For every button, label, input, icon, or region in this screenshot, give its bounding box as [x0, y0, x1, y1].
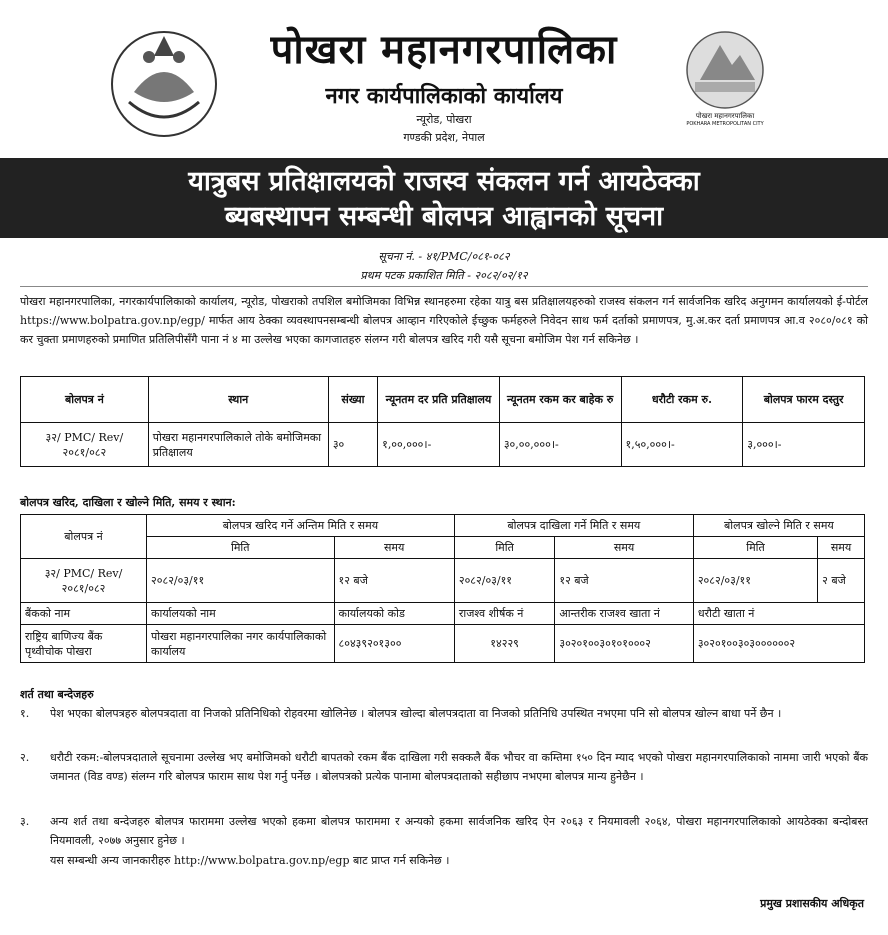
condition-item-3 — [20, 812, 868, 850]
cell-count: ३० — [328, 423, 377, 467]
th-bolpatra-no: बोलपत्र नं — [21, 377, 149, 423]
th-opening-group: बोलपत्र खोल्ने मिति र समय — [693, 515, 864, 537]
th-internal-revenue-account: आन्तरीक राजश्व खाता नं — [555, 603, 693, 625]
logo-caption: पोखरा महानगरपालिका — [695, 112, 755, 120]
condition-number: १. — [20, 707, 30, 720]
th-form-fee: बोलपत्र फारम दस्तुर — [743, 377, 865, 423]
section-title: बोलपत्र खरिद, दाखिला र खोल्ने मिति, समय र स्थान: — [20, 496, 236, 509]
notice-published-date: प्रथम पटक प्रकाशित मिति - २०८२/०२/१२ — [360, 269, 528, 282]
cell-open-time: २ बजे — [818, 559, 865, 603]
cell-submit-time: १२ बजे — [555, 559, 693, 603]
th-min-amount: न्यूनतम रकम कर बाहेक रु — [499, 377, 621, 423]
cell-bolpatra-no: ३२/ PMC/ Rev/२०८१/०८२ — [21, 423, 149, 467]
cell-deposit: १,५०,०००।- — [621, 423, 743, 467]
th-location: स्थान — [148, 377, 328, 423]
address-line-2: गण्डकी प्रदेश, नेपाल — [403, 131, 485, 144]
cell-office-name: पोखरा महानगरपालिका नगर कार्यपालिकाको कार्यालय — [147, 625, 334, 663]
condition-item-1 — [20, 704, 868, 723]
page-title: पोखरा महानगरपालिका — [270, 27, 618, 73]
table-row — [21, 625, 865, 663]
divider — [20, 286, 868, 287]
th-revenue-head: राजश्व शीर्षक नं — [454, 603, 554, 625]
conditions-footer-note — [20, 851, 868, 870]
notice-number: सूचना नं. - ४१/PMC/०८१-०८२ — [378, 250, 510, 263]
th-office-name: कार्यालयको नाम — [147, 603, 334, 625]
th-time: समय — [334, 537, 454, 559]
th-deposit: धरौटी रकम रु. — [621, 377, 743, 423]
signatory-title: प्रमुख प्रशासकीय अधिकृत — [760, 897, 864, 910]
th-deposit-account: धरौटी खाता नं — [693, 603, 864, 625]
condition-text: अन्य शर्त तथा बन्देजहरु बोलपत्र फाराममा उल्लेख भएको हकमा बोलपत्र फाराममा र अन्यको हकमा सार्वजनिक खरिद ऐन २०६३ र नियमावली २०६४, पोखरा महानगरपालिकाको आयठेक्का बन्दोबस्त नियमावली, २०७७ अनुसार हुनेछ । — [50, 815, 868, 847]
table-row — [21, 423, 865, 467]
banner-line-1: यात्रुबस प्रतिक्षालयको राजस्व संकलन गर्न आयठेक्का — [188, 166, 700, 197]
address-line-1: न्यूरोड, पोखरा — [416, 113, 472, 126]
cell-bank-name: राष्ट्रिय बाणिज्य बैंक पृथ्वीचोक पोखरा — [21, 625, 147, 663]
th-date: मिति — [147, 537, 334, 559]
condition-number: २. — [20, 751, 30, 764]
cell-revenue-head: १४२२९ — [454, 625, 554, 663]
schedule-table — [20, 514, 865, 663]
th-date: मिति — [454, 537, 554, 559]
condition-text: धरौटी रकम:-बोलपत्रदाताले सूचनामा उल्लेख भए बमोजिमको धरौटी बापतको रकम बैंक दाखिला गरी सक्कलै बैंक भौचर वा कम्तिमा १५० दिन म्याद भएको पोखरा महानगरपालिकाको नाममा जारी भएको बैंक जमानत (विड वण्ड) संलग्न गरि बोलपत्र फाराम साथ पेश गर्नु पर्नेछ । बोलपत्रको प्रत्येक पानामा बोलपत्रदाताको सहीछाप नभएमा बोलपत्र मान्य हुनेछैन । — [50, 751, 868, 783]
cell-min-rate: १,००,०००।- — [378, 423, 500, 467]
th-time: समय — [818, 537, 865, 559]
footer-note-text: यस सम्बन्धी अन्य जानकारीहरु http://www.bolpatra.gov.np/egp बाट प्राप्त गर्न सकिनेछ । — [50, 854, 450, 867]
title-banner — [0, 158, 888, 238]
th-purchase-group: बोलपत्र खरिद गर्ने अन्तिम मिति र समय — [147, 515, 455, 537]
cell-purchase-date: २०८२/०३/११ — [147, 559, 334, 603]
th-count: संख्या — [328, 377, 377, 423]
condition-text: पेश भएका बोलपत्रहरु बोलपत्रदाता वा निजको प्रतिनिधिको रोहवरमा खोलिनेछ । बोलपत्र खोल्दा बोलपत्रदाता वा निजको प्रतिनिधि उपस्थित नभएमा पनि सो बोलपत्र खोल्न बाधा पर्ने छैन । — [50, 707, 782, 720]
logo-caption-en: POKHARA METROPOLITAN CITY — [686, 121, 764, 127]
th-time: समय — [555, 537, 693, 559]
cell-office-code: ८०४३९२०१३०० — [334, 625, 454, 663]
cell-purchase-time: १२ बजे — [334, 559, 454, 603]
cell-internal-account: ३०२०१००३०१०१०००२ — [555, 625, 693, 663]
cell-deposit-account: ३०२०१००३०३००००००२ — [693, 625, 864, 663]
th-date: मिति — [693, 537, 817, 559]
th-bolpatra-no-2: बोलपत्र नं — [21, 515, 147, 559]
intro-paragraph: पोखरा महानगरपालिका, नगरकार्यपालिकाको कार्यालय, न्यूरोड, पोखराको तपशिल बमोजिमका विभिन्न स्थानहरुमा रहेका यात्रु बस प्रतिक्षालयहरुको राजस्व संकलन गर्न सार्वजनिक खरिद अनुगमन कार्यालयको ई-पोर्टल https://www.bolpatra.gov.np/egp/ मार्फत आय ठेक्का व्यवस्थापनसम्बन्धी बोलपत्र आव्हान गरिएकोले ईच्छुक फर्महरुले निवेदन साथ फर्म दर्ताको प्रमाणपत्र, मु.अ.कर दर्ता प्रमाणपत्र आ.व २०८०/०८१ को कर चुक्ता प्रमाणहरुको प्रमाणित प्रतिलिपीसँगै पाना नं ४ मा उल्लेख भएका कागजातहरु संलग्न गरी बोलपत्र खरिद गरी यसै सूचना बमोजिम पेश गर्न सकिनेछ । — [20, 295, 868, 346]
th-office-code: कार्यालयको कोड — [334, 603, 454, 625]
conditions-title: शर्त तथा बन्देजहरु — [20, 688, 94, 701]
tender-table — [20, 376, 865, 467]
cell-form-fee: ३,०००।- — [743, 423, 865, 467]
cell-min-amount: ३०,००,०००।- — [499, 423, 621, 467]
table-row — [21, 559, 865, 603]
office-subtitle: नगर कार्यपालिकाको कार्यालय — [325, 84, 563, 109]
th-bank-name: बैंकको नाम — [21, 603, 147, 625]
cell-bolpatra-no: ३२/ PMC/ Rev/२०८१/०८२ — [21, 559, 147, 603]
pokhara-logo-icon — [680, 30, 770, 130]
cell-open-date: २०८२/०३/११ — [693, 559, 817, 603]
th-min-rate: न्यूनतम दर प्रति प्रतिक्षालय — [378, 377, 500, 423]
cell-submit-date: २०८२/०३/११ — [454, 559, 554, 603]
banner-line-2: ब्यबस्थापन सम्बन्धी बोलपत्र आह्वानको सूचना — [224, 201, 664, 232]
cell-location: पोखरा महानगरपालिकाले तोके बमोजिमका प्रतिक्षालय — [148, 423, 328, 467]
th-submission-group: बोलपत्र दाखिला गर्ने मिति र समय — [454, 515, 693, 537]
condition-number: ३. — [20, 815, 30, 828]
condition-item-2 — [20, 748, 868, 786]
